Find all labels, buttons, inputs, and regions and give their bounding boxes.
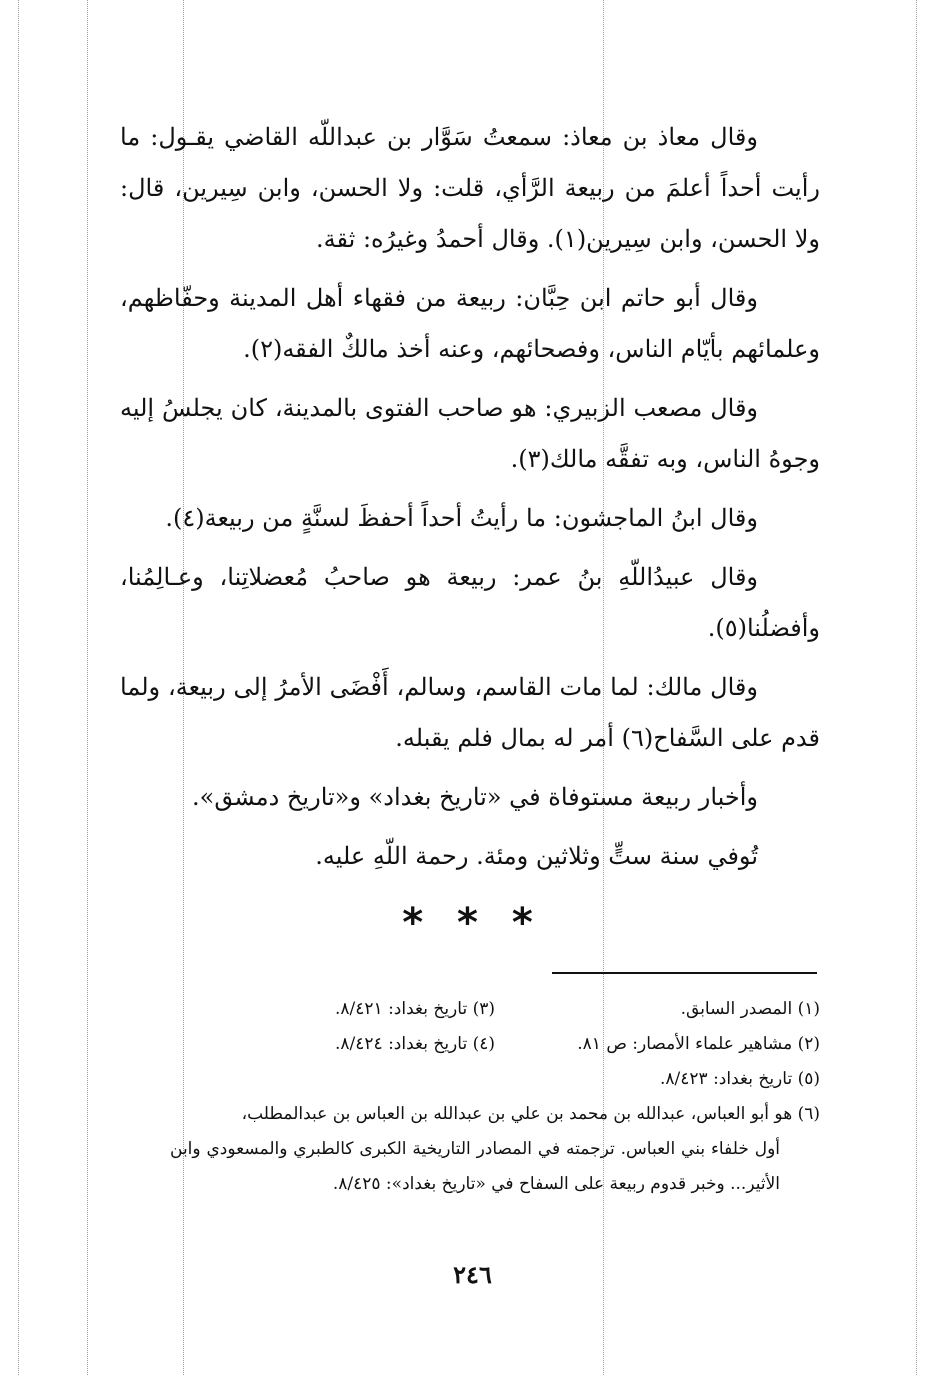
- footnote-row: [170, 1062, 820, 1097]
- margin-guide-line: [916, 0, 917, 1375]
- footnote-6: (٦) هو أبو العباس، عبدالله بن محمد بن علي بن عبدالله بن العباس بن عبدالمطلب،: [241, 1104, 820, 1124]
- footnotes: [170, 992, 820, 1202]
- footnote-rule: [552, 972, 817, 974]
- footnote-row: [170, 992, 820, 1027]
- footnote-2: (٢) مشاهير علماء الأمصار: ص ٨١.: [577, 1034, 820, 1054]
- section-separator: * * *: [402, 900, 543, 946]
- footnote-1: (١) المصدر السابق.: [680, 999, 820, 1019]
- paragraph: تُوفي سنة ستٍّ وثلاثين ومئة. رحمة اللّهِ عليه.: [315, 842, 758, 870]
- margin-guide-line: [18, 0, 19, 1375]
- paragraph: وقال مصعب الزبيري: هو صاحب الفتوى بالمدينة، كان يجلسُ إليه وجوهُ الناس، وبه تفقَّه مالك(٣).: [120, 394, 820, 473]
- main-text: [120, 112, 820, 890]
- paragraph: وقال ابنُ الماجشون: ما رأيتُ أحداً أحفظَ لسنَّةٍ من ربيعة(٤).: [165, 504, 758, 532]
- paragraph: وقال عبيدُاللّهِ بنُ عمر: ربيعة هو صاحبُ مُعضلاتِنا، وعـالِمُنا، وأفضلُنا(٥).: [120, 563, 820, 642]
- page-number: ٢٤٦: [453, 1260, 492, 1289]
- footnote-5: (٥) تاريخ بغداد: ٨/٤٢٣.: [660, 1069, 820, 1089]
- footnote-row: [170, 1027, 820, 1062]
- paragraph: وقال معاذ بن معاذ: سمعتُ سَوَّار بن عبداللّه القاضي يقـول: ما رأيت أحداً أعلمَ من ربيعة الرَّأي، قلت: ولا الحسن، وابن سِيرين، قال: ولا الحسن، وابن سِيرين(١). وقال أحمدُ وغيرُه: ثقة.: [120, 123, 820, 253]
- paragraph: وأخبار ربيعة مستوفاة في «تاريخ بغداد» و«تاريخ دمشق».: [192, 783, 758, 811]
- footnote-6-continuation: أول خلفاء بني العباس. ترجمته في المصادر التاريخية الكبرى كالطبري والمسعودي وابن الأثير... وخبر قدوم ربيعة على السفاح في «تاريخ بغداد»: ٨/٤٢٥.: [170, 1139, 780, 1194]
- margin-guide-line: [87, 0, 88, 1375]
- paragraph: وقال مالك: لما مات القاسم، وسالم، أَفْضَى الأمرُ إلى ربيعة، ولما قدم على السَّفاح(٦) أمر له بمال فلم يقبله.: [120, 673, 820, 752]
- footnote-4: (٤) تاريخ بغداد: ٨/٤٢٤.: [335, 1034, 495, 1054]
- footnote-3: (٣) تاريخ بغداد: ٨/٤٢١.: [335, 999, 495, 1019]
- paragraph: وقال أبو حاتم ابن حِبَّان: ربيعة من فقهاء أهل المدينة وحفّاظهم، وعلمائهم بأيّام الناس، وفصحائهم، وعنه أخذ مالكٌ الفقه(٢).: [120, 284, 820, 363]
